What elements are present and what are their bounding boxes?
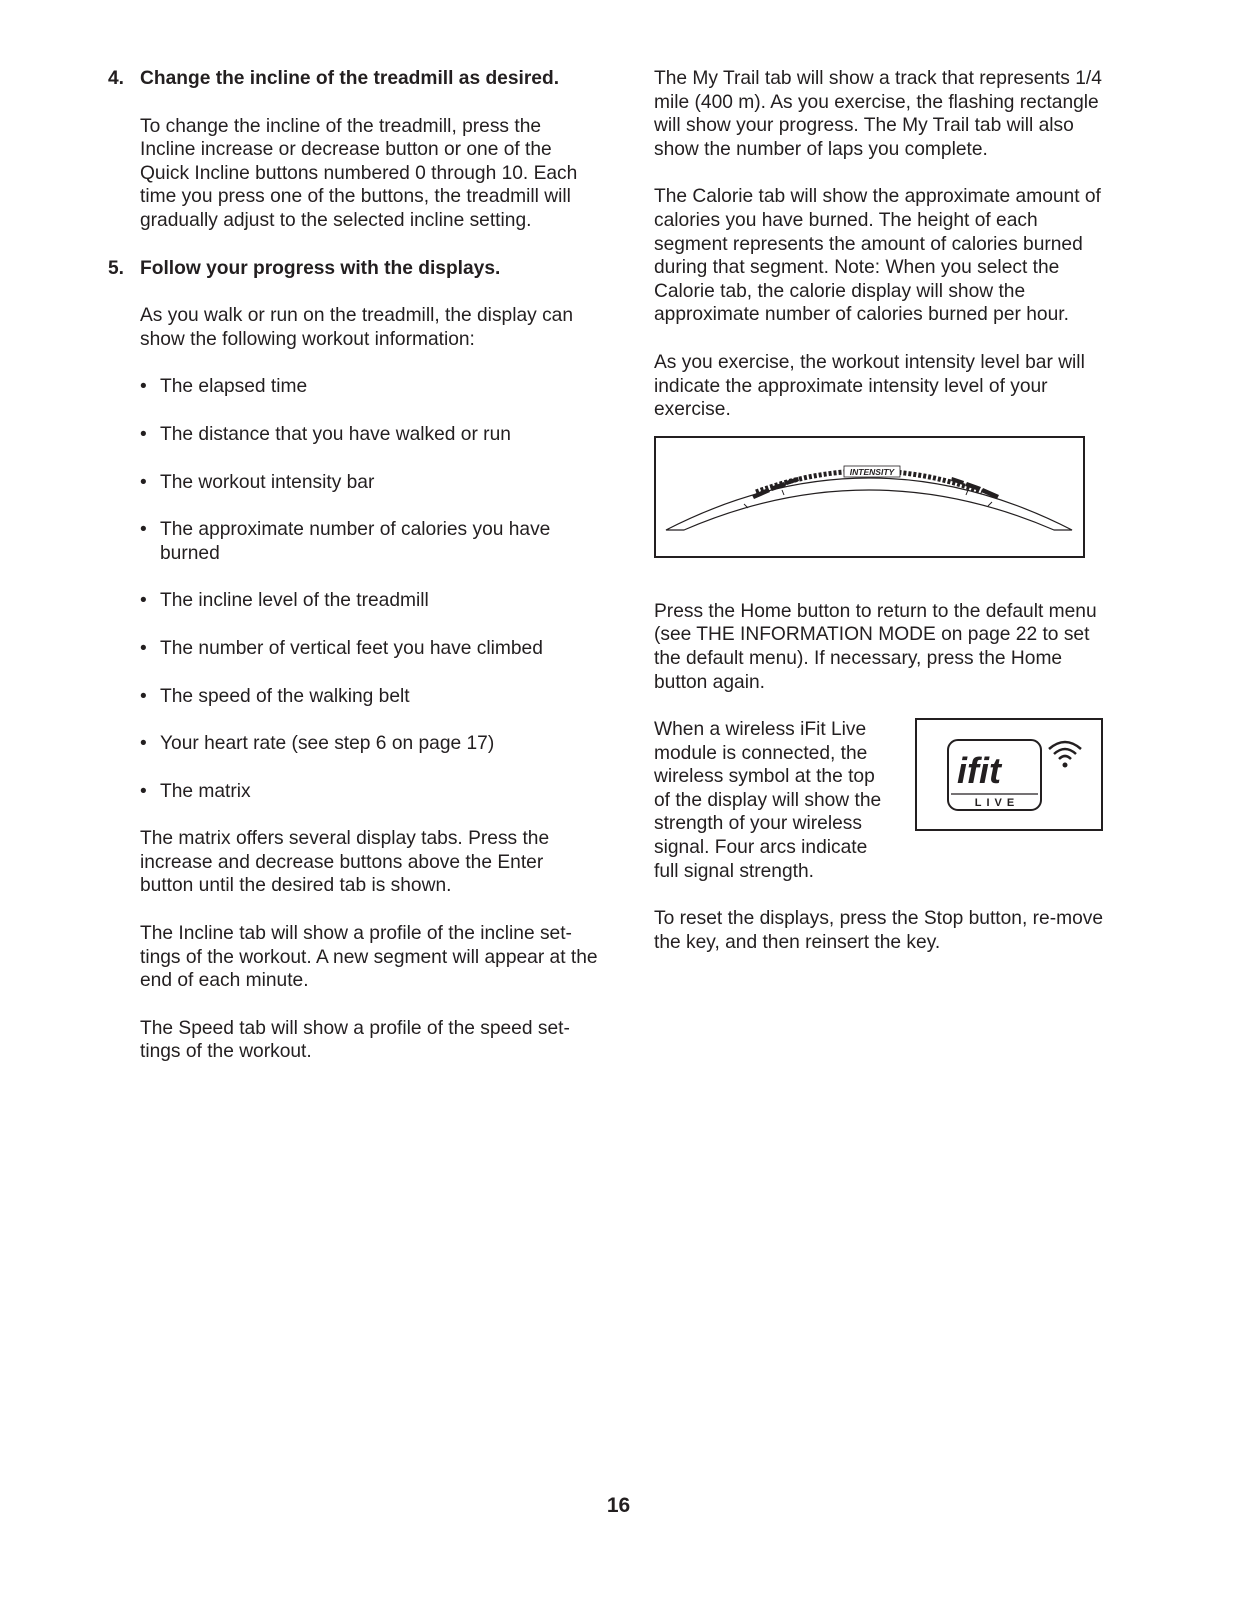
step-heading-text: Follow your progress with the displays. [140, 257, 501, 279]
intensity-bar-figure [654, 436, 1085, 558]
step-4-body: To change the incline of the treadmill, press the Incline increase or decrease button or one of the Quick Incline buttons numbered 0 through 10. Each time you press one of the buttons, the treadmill will gradually adjust to the selected incline setting. [140, 115, 578, 231]
list-item: • The approximate number of calories you have burned [140, 519, 551, 564]
step-5-intro: As you walk or run on the treadmill, the display can show the following workout information: [140, 305, 574, 350]
bullet-icon: • [140, 376, 147, 398]
calorie-paragraph: The Calorie tab will show the approximate amount of calories you have burned. The height of each segment represents the amount of calories burned during that segment. Note: When you select the Calorie tab, the calorie display will show the approximate number of calories burned per hour. [654, 186, 1101, 326]
wireless-signal-icon [1049, 742, 1081, 768]
bullet-icon: • [140, 780, 147, 802]
matrix-paragraph: The matrix offers several display tabs. Press the increase and decrease buttons above the Enter button until the desired tab is shown. [140, 828, 550, 897]
reset-paragraph: To reset the displays, press the Stop button, re-move the key, and then reinsert the key. [654, 908, 1104, 953]
list-item: • Your heart rate (see step 6 on page 17) [140, 733, 495, 755]
intensity-label: INTENSITY [849, 466, 895, 477]
page-number: 16 [606, 1494, 631, 1517]
incline-tab-paragraph: The Incline tab will show a profile of the incline set-tings of the workout. A new segment will appear at the end of each minute. [140, 923, 598, 992]
intensity-bar-illustration [656, 438, 1083, 556]
bullet-icon: • [140, 685, 147, 707]
bullet-icon: • [140, 471, 147, 493]
step-number: 4. [108, 68, 125, 89]
bullet-icon: • [140, 423, 147, 445]
bullet-icon: • [140, 590, 147, 612]
wireless-section [654, 718, 1109, 883]
wireless-paragraph: When a wireless iFit Live module is connected, the wireless symbol at the top of the display will show the strength of your wireless signal. Four arcs indicate full signal strength. [654, 719, 882, 882]
step-4-heading [108, 67, 598, 91]
intensity-paragraph: As you exercise, the workout intensity level bar will indicate the approximate intensity level of your exercise. [654, 351, 1085, 421]
list-item: • The speed of the walking belt [140, 685, 410, 707]
workout-info-list [108, 375, 598, 803]
left-column [108, 67, 598, 1088]
home-button-paragraph: Press the Home button to return to the default menu (see THE INFORMATION MODE on page 22 to set the default menu). If necessary, press the Home button again. [654, 600, 1097, 693]
bullet-icon: • [140, 637, 147, 659]
list-item: • The distance that you have walked or run [140, 423, 511, 445]
list-item: • The workout intensity bar [140, 471, 375, 493]
list-item: • The matrix [140, 780, 251, 802]
bullet-icon: • [140, 733, 147, 755]
step-5-heading [108, 257, 598, 281]
my-trail-paragraph: The My Trail tab will show a track that represents 1/4 mile (400 m). As you exercise, the flashing rectangle will show your progress. The My Trail tab will also show the number of laps you complete. [654, 68, 1102, 160]
bullet-icon: • [140, 519, 147, 541]
ifit-live-text: LIVE [974, 797, 1020, 810]
step-number: 5. [108, 257, 125, 279]
list-item: • The elapsed time [140, 376, 308, 398]
speed-tab-paragraph: The Speed tab will show a profile of the speed set-tings of the workout. [140, 1017, 570, 1063]
list-item: • The incline level of the treadmill [140, 590, 429, 612]
list-item: • The number of vertical feet you have climbed [140, 637, 543, 659]
step-heading-text: Change the incline of the treadmill as desired. [140, 68, 560, 89]
ifit-live-figure [915, 718, 1103, 831]
right-column [654, 67, 1109, 978]
ifit-live-logo [917, 720, 1101, 829]
ifit-logo-text: ifit [957, 750, 1001, 792]
